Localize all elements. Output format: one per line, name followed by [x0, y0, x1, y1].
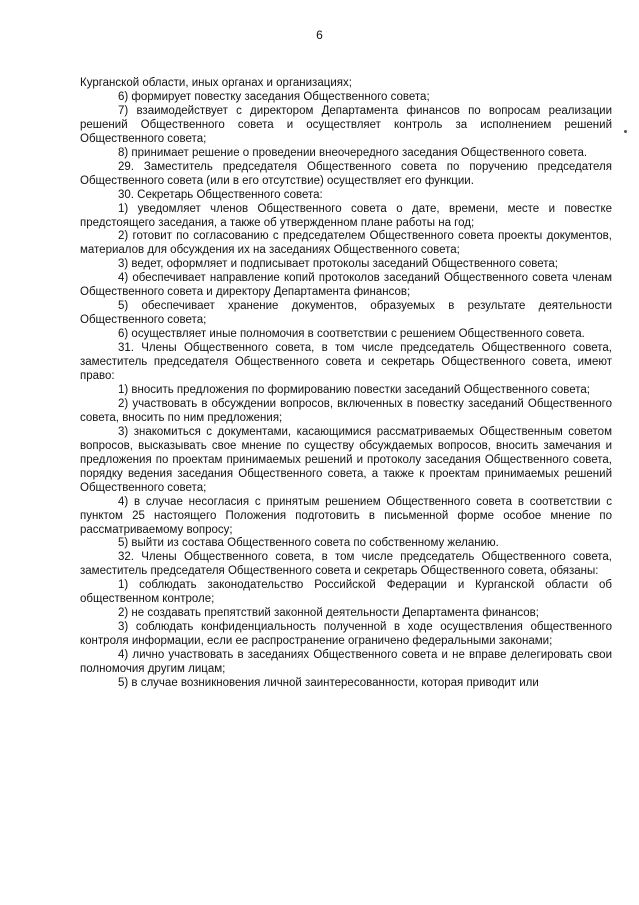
margin-dot-mark [624, 130, 627, 133]
paragraph: 1) уведомляет членов Общественного совета о дате, времени, месте и повестке предстоящего заседания, а также об утвержденном плане работы на год; [80, 202, 612, 229]
paragraph: 6) формирует повестку заседания Общественного совета; [118, 90, 430, 103]
paragraph: 4) в случае несогласия с принятым решением Общественного совета в соответствии с пунктом 25 настоящего Положения подготовить в письменной форме особое мнение по рассматриваемому вопросу; [80, 495, 612, 536]
paragraph-clause-32: 32. Члены Общественного совета, в том числе председатель Общественного совета, заместитель председателя Общественного совета и секретарь Общественного совета, обязаны: [80, 551, 612, 578]
paragraph: 7) взаимодействует с директором Департамента финансов по вопросам реализации решений Общественного совета и осуществляет контроль за исполнением решений Общественного совета; [80, 104, 612, 145]
paragraph: 3) ведет, оформляет и подписывает протоколы заседаний Общественного совета; [118, 258, 558, 271]
paragraph: 1) соблюдать законодательство Российской Федерации и Курганской области об общественном контроле; [80, 579, 612, 606]
paragraph: 1) вносить предложения по формированию повестки заседаний Общественного совета; [118, 383, 590, 396]
paragraph: 2) участвовать в обсуждении вопросов, включенных в повестку заседаний Общественного совета, вносить по ним предложения; [80, 397, 612, 424]
paragraph: 2) не создавать препятствий законной деятельности Департамента финансов; [118, 607, 539, 620]
paragraph: 4) обеспечивает направление копий протоколов заседаний Общественного совета членам Общественного совета и директору Департамента финансов; [80, 272, 612, 299]
document-body [80, 77, 612, 691]
paragraph: 5) обеспечивает хранение документов, образуемых в результате деятельности Общественного совета; [80, 300, 612, 327]
paragraph: 3) соблюдать конфиденциальность полученной в ходе осуществления общественного контроля информации, если ее распространение ограничено федеральными законами; [80, 621, 612, 648]
paragraph-clause-30: 30. Секретарь Общественного совета: [118, 188, 323, 201]
paragraph: 5) в случае возникновения личной заинтересованности, которая приводит или [118, 676, 539, 689]
paragraph-clause-31: 31. Члены Общественного совета, в том числе председатель Общественного совета, заместитель председателя Общественного совета и секретарь Общественного совета, имеют право: [80, 342, 612, 383]
paragraph-continuation: Курганской области, иных органах и организациях; [80, 77, 352, 89]
paragraph: 4) лично участвовать в заседаниях Общественного совета и не вправе делегировать свои полномочия другим лицам; [80, 649, 612, 676]
paragraph: 6) осуществляет иные полномочия в соответствии с решением Общественного совета. [118, 328, 585, 341]
paragraph: 5) выйти из состава Общественного совета по собственному желанию. [118, 537, 499, 550]
paragraph: 3) знакомиться с документами, касающимися рассматриваемых Общественным советом вопросов, высказывать свое мнение по существу обсуждаемых вопросов, вносить замечания и предложения по проектам принимаемых решений и протоколу заседания Общественного совета, порядку ведения заседания Общественного совета, а также к проектам принимаемых решений Общественного совета; [80, 425, 612, 494]
paragraph: 8) принимает решение о проведении внеочередного заседания Общественного совета. [118, 146, 588, 159]
paragraph: 2) готовит по согласованию с председателем Общественного совета проекты документов, материалов для обсуждения их на заседаниях Общественного совета; [80, 230, 612, 257]
page-number: 6 [316, 28, 323, 42]
paragraph-clause-29: 29. Заместитель председателя Общественного совета по поручению председателя Общественного совета (или в его отсутствие) осуществляет его функции. [80, 160, 612, 187]
